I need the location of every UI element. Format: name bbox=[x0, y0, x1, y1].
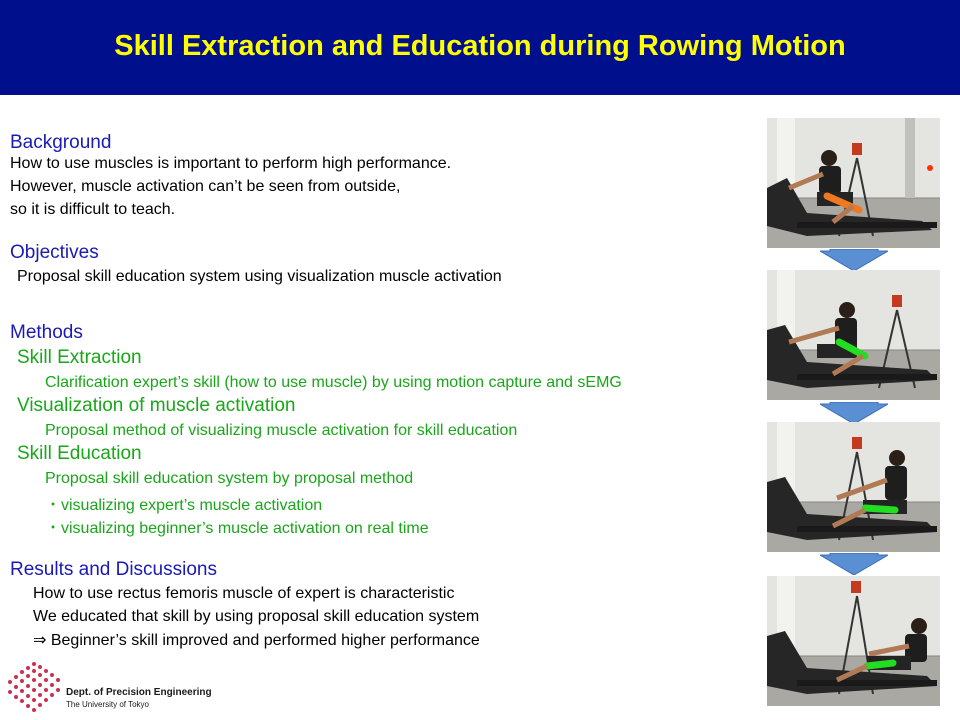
arrow-down-icon bbox=[820, 402, 888, 424]
results-line-1: How to use rectus femoris muscle of expert is characteristic bbox=[33, 585, 455, 602]
slide-title: Skill Extraction and Education during Rowing Motion bbox=[114, 30, 846, 62]
results-line-2: We educated that skill by using proposal skill education system bbox=[33, 608, 480, 625]
background-heading: Background bbox=[10, 132, 112, 153]
rowing-photo-finish bbox=[767, 422, 940, 552]
background-line-3: so it is difficult to teach. bbox=[10, 201, 176, 218]
method-visualization-desc: Proposal method of visualizing muscle activation for skill education bbox=[45, 422, 518, 439]
method-skill-education-title: Skill Education bbox=[17, 443, 142, 464]
rowing-photo-drive bbox=[767, 270, 940, 400]
background-line-2: However, muscle activation can’t be seen from outside, bbox=[10, 178, 401, 195]
objectives-heading: Objectives bbox=[10, 242, 99, 263]
method-skill-extraction-desc: Clarification expert’s skill (how to use muscle) by using motion capture and sEMG bbox=[45, 374, 622, 391]
rowing-photo-recovery bbox=[767, 576, 940, 706]
objectives-text: Proposal skill education system using visualization muscle activation bbox=[17, 268, 502, 285]
methods-heading: Methods bbox=[10, 322, 83, 343]
results-heading: Results and Discussions bbox=[10, 559, 217, 580]
arrow-down-icon bbox=[820, 553, 888, 575]
method-skill-education-bullet-2: ・visualizing beginner’s muscle activation on real time bbox=[45, 520, 429, 537]
method-skill-education-bullet-1: ・visualizing expert’s muscle activation bbox=[45, 497, 323, 514]
method-skill-extraction-title: Skill Extraction bbox=[17, 347, 142, 368]
background-line-1: How to use muscles is important to perform high performance. bbox=[10, 155, 452, 172]
logo-university: The University of Tokyo bbox=[66, 700, 149, 709]
university-logo-icon bbox=[4, 660, 62, 716]
arrow-down-icon bbox=[820, 249, 888, 271]
rowing-photo-catch bbox=[767, 118, 940, 248]
method-skill-education-desc: Proposal skill education system by proposal method bbox=[45, 470, 414, 487]
results-line-3: ⇒ Beginner’s skill improved and performed higher performance bbox=[33, 632, 480, 649]
method-visualization-title: Visualization of muscle activation bbox=[17, 395, 296, 416]
logo-department: Dept. of Precision Engineering bbox=[66, 687, 212, 698]
